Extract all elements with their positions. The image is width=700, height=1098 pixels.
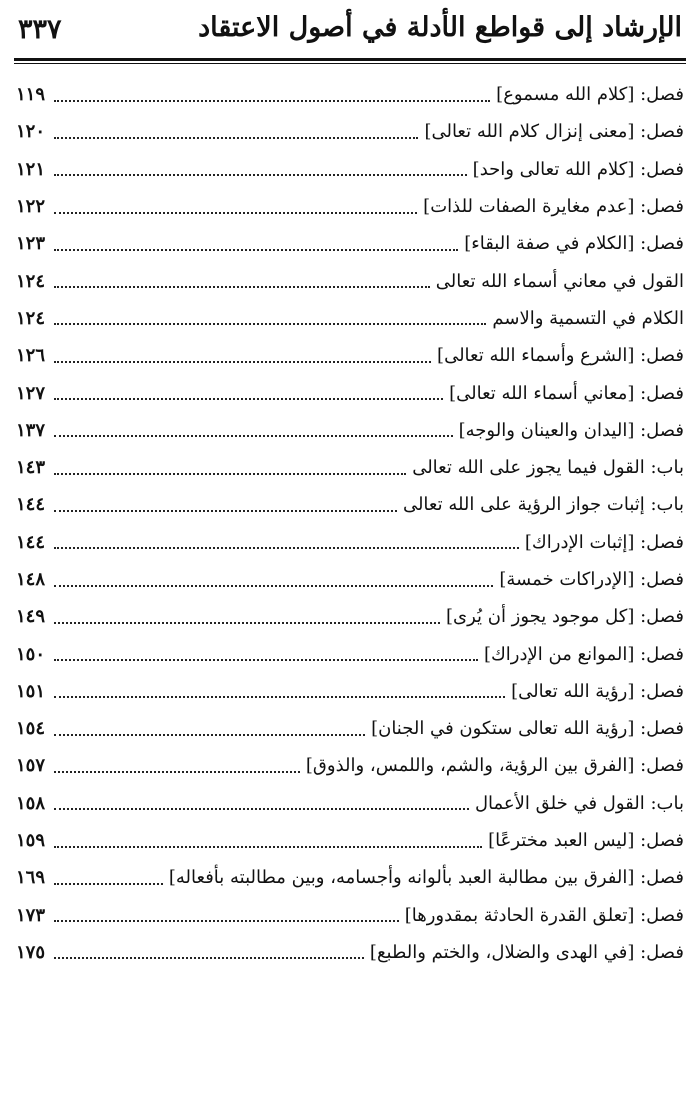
toc-entry-title: باب: إثبات جواز الرؤية على الله تعالى [402, 494, 684, 516]
dot-leader [54, 212, 417, 214]
toc-entry-title: فصل: [الفرق بين مطالبة العبد بألوانه وأجسامه، وبين مطالبته بأفعاله] [168, 867, 684, 889]
toc-entry [16, 486, 684, 523]
toc-entry [16, 449, 684, 486]
dot-leader [54, 585, 493, 587]
toc-entry-title: فصل: [معاني أسماء الله تعالى] [449, 382, 684, 404]
toc-entry [16, 561, 684, 598]
toc-entry-page: ١٥١ [16, 680, 46, 702]
dot-leader [54, 398, 443, 400]
toc-entry-page: ١٥٤ [16, 718, 46, 740]
toc-entry [16, 710, 684, 747]
dot-leader [54, 323, 486, 325]
toc-entry [16, 673, 684, 710]
toc-entry-page: ١٦٩ [16, 867, 46, 889]
toc-entry [16, 300, 684, 337]
toc-entry-page: ١٤٨ [16, 569, 46, 590]
toc-entry-page: ١٥٨ [16, 792, 46, 814]
toc-entry-page: ١٣٧ [16, 419, 46, 441]
toc-entry-title: فصل: [الكلام في صفة البقاء] [464, 233, 684, 255]
dot-leader [54, 510, 397, 512]
toc-entry [16, 524, 684, 561]
toc-entry-title: فصل: [إثبات الإدراك] [524, 531, 684, 553]
toc-entry-page: ١١٩ [16, 84, 46, 106]
toc-entry [16, 113, 684, 150]
toc-entry-page: ١٥٧ [16, 755, 46, 777]
toc-entry-page: ١٤٩ [16, 606, 46, 628]
dot-leader [54, 734, 365, 736]
toc-entry-title: فصل: [الإدراكات خمسة] [499, 569, 684, 590]
running-header [14, 8, 686, 58]
dot-leader [54, 957, 364, 959]
dot-leader [54, 100, 490, 102]
dot-leader [54, 435, 453, 437]
toc-entry-title: فصل: [تعلق القدرة الحادثة بمقدورها] [404, 904, 684, 926]
toc-entry [16, 225, 684, 262]
toc-entry [16, 374, 684, 411]
toc-entry-title: فصل: [الشرع وأسماء الله تعالى] [437, 345, 684, 367]
toc-entry [16, 151, 684, 188]
toc-entry-page: ١٤٣ [16, 457, 46, 479]
toc-entry-page: ١٤٤ [16, 494, 46, 516]
toc-entry-title: الكلام في التسمية والاسم [492, 307, 684, 329]
toc-entry-page: ١٢٠ [16, 121, 46, 143]
page-number: ٣٣٧ [18, 14, 62, 45]
toc-entry [16, 747, 684, 784]
toc-entry-title: فصل: [اليدان والعينان والوجه] [458, 419, 684, 441]
toc-entry-title: فصل: [رؤية الله تعالى ستكون في الجنان] [371, 718, 684, 740]
toc-entry-page: ١٢٤ [16, 307, 46, 329]
toc-entry-title: فصل: [الفرق بين الرؤية، والشم، واللمس، والذوق] [305, 755, 684, 777]
toc-entry-page: ١٢٧ [16, 382, 46, 404]
toc-entry-title: فصل: [كل موجود يجوز أن يُرى] [445, 606, 684, 628]
toc-entry [16, 188, 684, 225]
toc-entry-page: ١٢٣ [16, 233, 46, 255]
dot-leader [54, 920, 399, 922]
toc-entry [16, 859, 684, 896]
toc-entry [16, 337, 684, 374]
table-of-contents [16, 76, 684, 971]
dot-leader [54, 473, 406, 475]
toc-entry [16, 262, 684, 299]
book-title: الإرشاد إلى قواطع الأدلة في أصول الاعتقاد [198, 12, 682, 43]
toc-entry-page: ١٥٩ [16, 830, 46, 852]
toc-entry-page: ١٥٠ [16, 643, 46, 665]
toc-entry [16, 412, 684, 449]
toc-entry [16, 598, 684, 635]
toc-entry-title: فصل: [كلام الله تعالى واحد] [472, 158, 684, 180]
toc-entry-page: ١٢٦ [16, 345, 46, 367]
dot-leader [54, 808, 469, 810]
toc-entry-title: فصل: [عدم مغايرة الصفات للذات] [423, 196, 684, 218]
toc-entry-title: فصل: [في الهدى والضلال، والختم والطبع] [369, 941, 684, 963]
toc-entry-title: باب: القول في خلق الأعمال [474, 792, 684, 814]
dot-leader [54, 361, 431, 363]
dot-leader [54, 846, 482, 848]
toc-entry-title: فصل: [رؤية الله تعالى] [511, 680, 684, 702]
toc-entry-page: ١٤٤ [16, 531, 46, 553]
header-rule-thin [14, 63, 686, 64]
toc-entry-page: ١٢٢ [16, 196, 46, 218]
dot-leader [54, 771, 300, 773]
dot-leader [54, 249, 458, 251]
dot-leader [54, 174, 467, 176]
toc-entry-title: فصل: [ليس العبد مخترعًا] [488, 830, 684, 852]
dot-leader [54, 286, 430, 288]
toc-entry-title: القول في معاني أسماء الله تعالى [435, 270, 684, 292]
toc-entry-title: فصل: [الموانع من الإدراك] [483, 643, 684, 665]
dot-leader [54, 547, 519, 549]
dot-leader [54, 696, 505, 698]
toc-entry-title: فصل: [معنى إنزال كلام الله تعالى] [424, 121, 684, 143]
toc-entry-page: ١٢١ [16, 158, 46, 180]
toc-entry [16, 635, 684, 672]
toc-entry-page: ١٧٥ [16, 941, 46, 963]
dot-leader [54, 622, 440, 624]
toc-entry [16, 822, 684, 859]
toc-entry [16, 76, 684, 113]
toc-entry-title: فصل: [كلام الله مسموع] [496, 84, 684, 106]
dot-leader [54, 137, 418, 139]
toc-entry [16, 785, 684, 822]
toc-entry-page: ١٧٣ [16, 904, 46, 926]
header-rule-thick [14, 58, 686, 61]
dot-leader [54, 659, 478, 661]
dot-leader [54, 883, 163, 885]
toc-entry-page: ١٢٤ [16, 270, 46, 292]
toc-entry-title: باب: القول فيما يجوز على الله تعالى [412, 457, 684, 479]
toc-entry [16, 897, 684, 934]
toc-entry [16, 934, 684, 971]
